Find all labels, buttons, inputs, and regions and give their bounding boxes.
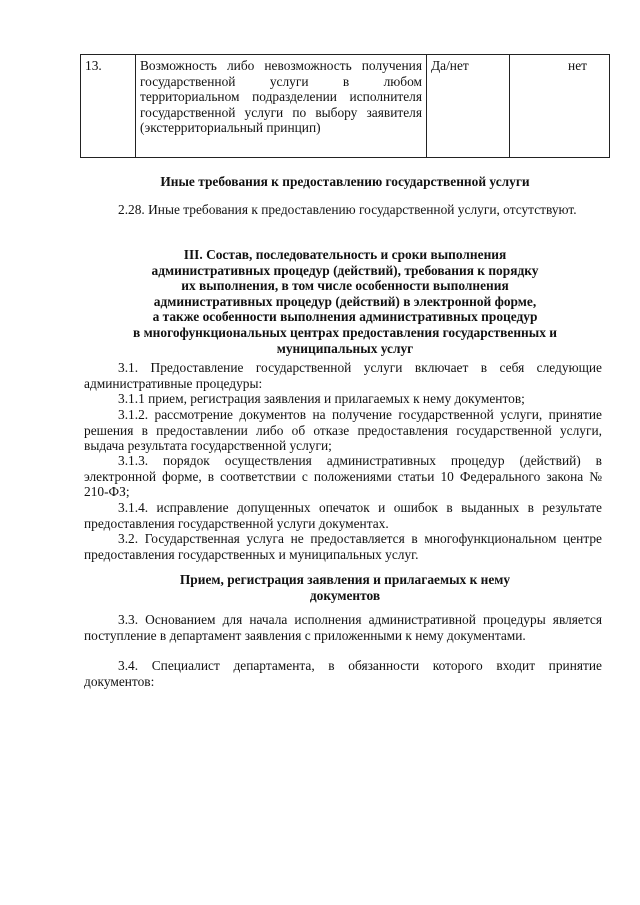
row-number: 13. [81,55,136,158]
heading-line: муниципальных услуг [276,340,414,356]
row-value: нет [510,55,610,158]
paragraph-3-3: 3.3. Основанием для начала исполнения административной процедуры является поступление в департамент заявления с приложенными к нему документами. [84,612,602,643]
heading-line: их выполнения, в том числе особенности выполнения [181,278,509,294]
paragraph-3-1-4: 3.1.4. исправление допущенных опечаток и ошибок в выданных в результате предоставления государственной услуги документах. [84,500,602,531]
heading-line: в многофункциональных центрах предоставления государственных и [132,324,557,340]
heading-line: административных процедур (действий) в электронной форме, [153,293,537,309]
heading-line: а также особенности выполнения административных процедур [152,309,538,325]
paragraph-3-4: 3.4. Специалист департамента, в обязанности которого входит принятие документов: [84,658,602,689]
heading-line: III. Состав, последовательность и сроки выполнения [183,247,507,262]
section-heading-reception [80,572,610,603]
row-options: Да/нет [427,55,510,158]
heading-line: административных процедур (действий), требования к порядку [151,262,539,278]
section-heading-other-requirements: Иные требования к предоставлению государственной услуги [160,174,530,189]
paragraph-3-1-1: 3.1.1 прием, регистрация заявления и прилагаемых к нему документов; [118,391,525,406]
paragraph-3-1-3: 3.1.3. порядок осуществления административных процедур (действий) в электронной форме, в соответствии с положениями статьи 10 Федерального закона № 210-ФЗ; [84,453,602,500]
heading-line: Прием, регистрация заявления и прилагаемых к нему [179,572,511,587]
paragraph-2-28: 2.28. Иные требования к предоставлению государственной услуги, отсутствуют. [118,202,577,217]
paragraph-3-1-2: 3.1.2. рассмотрение документов на получение государственной услуги, принятие решения в предоставлении либо об отказе предоставления государственной услуги, выдача результата государственной услуги; [84,407,602,454]
paragraph-3-2: 3.2. Государственная услуга не предоставляется в многофункциональном центре предоставления государственных и муниципальных услуг. [84,531,602,562]
requirements-table [80,54,610,158]
paragraph-3-1: 3.1. Предоставление государственной услуги включает в себя следующие административные процедуры: [84,360,602,391]
row-description: Возможность либо невозможность получения государственной услуги в любом территориальном подразделении исполнителя государственной услуги по выбору заявителя (экстерриториальный принцип) [136,55,427,158]
section-heading-iii [80,247,610,356]
table-row [81,55,610,158]
heading-line: документов [309,587,381,603]
